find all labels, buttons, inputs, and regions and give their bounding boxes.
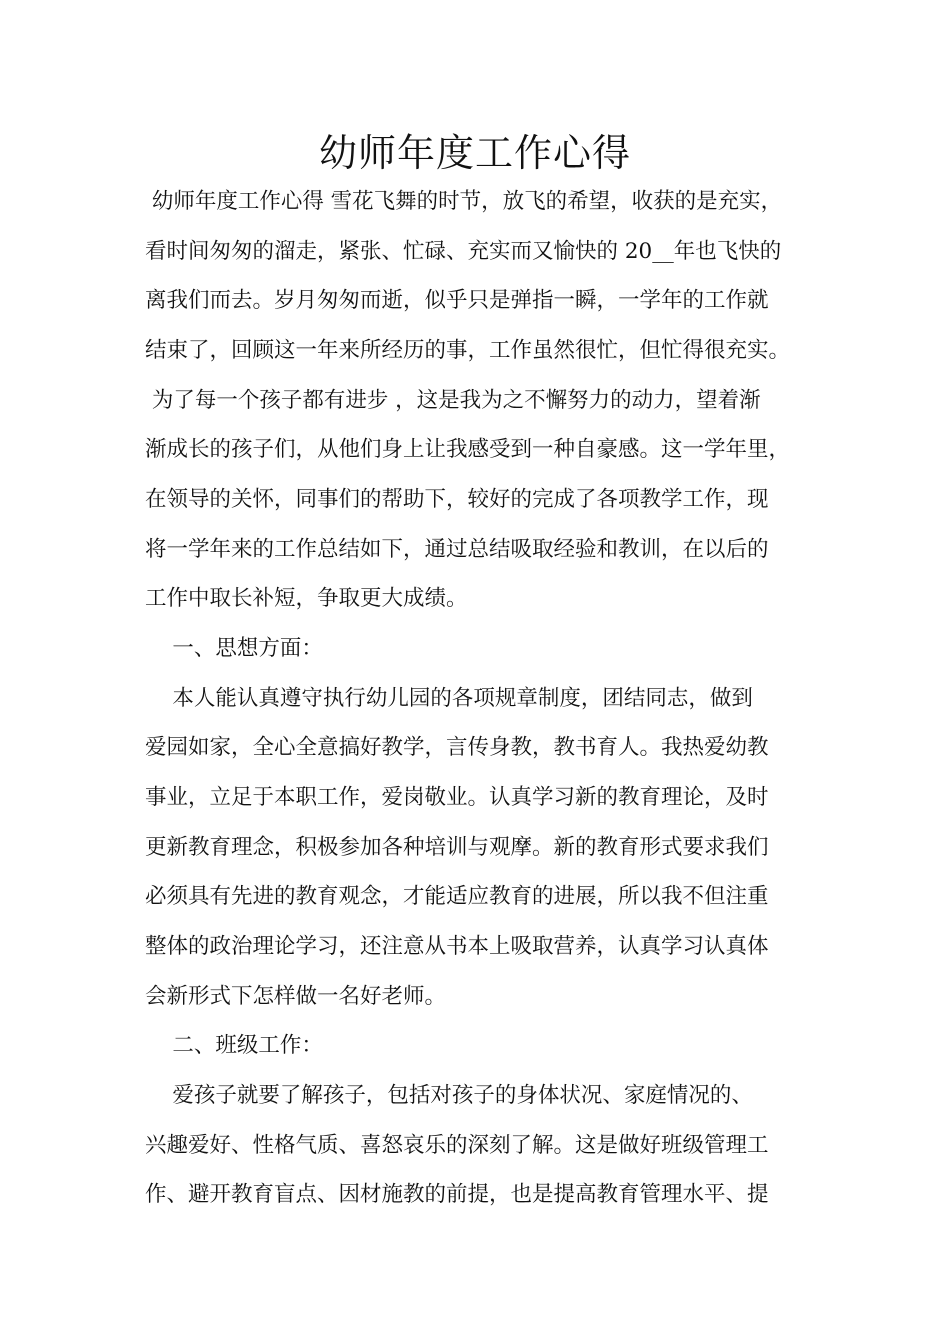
body-line: 看时间匆匆的溜走，紧张、忙碌、充实而又愉快的 20__年也飞快的 [145, 239, 782, 264]
body-line: 结束了，回顾这一年来所经历的事，工作虽然很忙，但忙得很充实。 [145, 338, 791, 363]
body-line: 爱孩子就要了解孩子，包括对孩子的身体状况、家庭情况的、 [145, 1083, 753, 1108]
body-line: 爱园如家，全心全意搞好教学，言传身教，教书育人。我热爱幼教 [145, 735, 769, 760]
body-line: 在领导的关怀，同事们的帮助下，较好的完成了各项教学工作，现 [145, 487, 769, 512]
body-line: 渐成长的孩子们，从他们身上让我感受到一种自豪感。这一学年里， [145, 437, 791, 462]
body-line: 兴趣爱好、性格气质、喜怒哀乐的深刻了解。这是做好班级管理工 [145, 1133, 769, 1158]
body-line: 幼师年度工作心得 雪花飞舞的时节，放飞的希望，收获的是充实， [145, 189, 783, 214]
body-line: 将一学年来的工作总结如下，通过总结吸取经验和教训，在以后的 [145, 537, 769, 562]
body-line: 必须具有先进的教育观念，才能适应教育的进展，所以我不但注重 [145, 884, 769, 909]
section-heading: 一、思想方面： [145, 636, 323, 661]
body-line: 作、避开教育盲点、因材施教的前提，也是提高教育管理水平、提 [145, 1182, 769, 1207]
body-line: 本人能认真遵守执行幼儿园的各项规章制度，团结同志，做到 [145, 686, 753, 711]
body-line: 会新形式下怎样做一名好老师。 [145, 984, 447, 1009]
body-line: 更新教育理念，积极参加各种培训与观摩。新的教育形式要求我们 [145, 835, 769, 860]
body-line: 整体的政治理论学习，还注意从书本上吸取营养，认真学习认真体 [145, 934, 769, 959]
body-line: 事业，立足于本职工作，爱岗敬业。认真学习新的教育理论，及时 [145, 785, 769, 810]
document-title: 幼师年度工作心得 [318, 131, 631, 175]
section-heading: 二、班级工作： [145, 1033, 323, 1058]
body-line: 离我们而去。岁月匆匆而逝，似乎只是弹指一瞬，一学年的工作就 [145, 288, 769, 313]
body-line: 工作中取长补短，争取更大成绩。 [145, 586, 468, 611]
body-line: 为了每一个孩子都有进步 ，这是我为之不懈努力的动力，望着渐 [145, 388, 761, 413]
